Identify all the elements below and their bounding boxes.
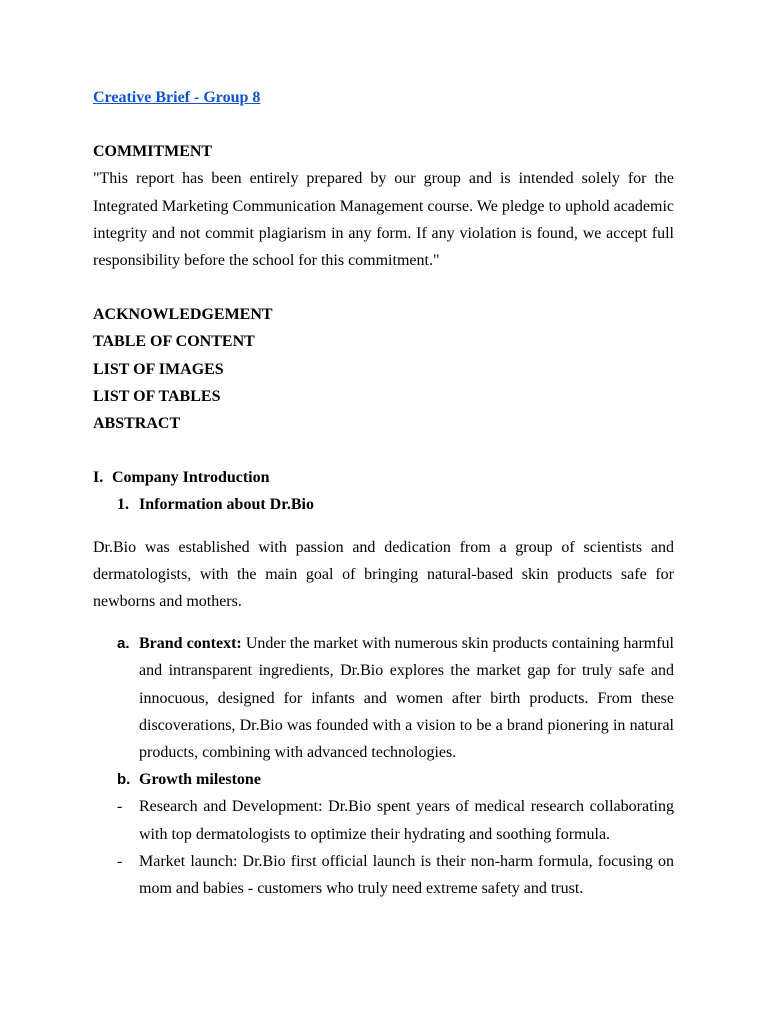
- section-heading: [93, 464, 674, 491]
- commitment-heading: COMMITMENT: [93, 143, 213, 161]
- bullet-item-research: [93, 793, 674, 847]
- front-matter-table-of-content: TABLE OF CONTENT: [93, 333, 255, 351]
- document-title-link[interactable]: Creative Brief - Group 8: [93, 89, 261, 106]
- brand-context-label: Brand context:: [139, 635, 242, 653]
- bullet-text: Market launch: Dr.Bio first official launch is their non-harm formula, focusing on mom and babies - customers who truly need extreme safety and trust.: [139, 852, 674, 898]
- spacer: [93, 615, 674, 630]
- spacer: [93, 274, 674, 301]
- spacer: [93, 111, 674, 138]
- brand-context-text: Under the market with numerous skin products containing harmful and intransparent ingredients, Dr.Bio explores the market gap for truly safe and innocuous, designed for infants and women after birth products. From these discoverations, Dr.Bio was founded with a vision to be a brand pionering in natural products, combining with advanced technologies.: [139, 635, 674, 762]
- subsection-title: Information about Dr.Bio: [139, 496, 314, 514]
- list-item-content: [139, 630, 674, 766]
- spacer: [93, 519, 674, 534]
- bullet-marker: -: [117, 798, 123, 816]
- subsection-heading: [93, 491, 674, 518]
- bullet-marker: -: [117, 852, 123, 870]
- section-title: Company Introduction: [112, 469, 270, 487]
- document-page: [93, 84, 674, 902]
- front-matter-list-of-tables: LIST OF TABLES: [93, 387, 221, 405]
- front-matter-abstract: ABSTRACT: [93, 415, 181, 433]
- subsection-number: 1.: [117, 496, 129, 514]
- list-marker: b.: [117, 771, 131, 789]
- spacer: [93, 437, 674, 464]
- section-number: I.: [93, 469, 104, 487]
- document-title: [93, 84, 674, 111]
- list-item-growth-milestone: [93, 766, 674, 793]
- list-item-brand-context: [93, 630, 674, 766]
- list-marker: a.: [117, 635, 130, 653]
- commitment-text: "This report has been entirely prepared by our group and is intended solely for the Integrated Marketing Communication Management course. We pledge to uphold academic integrity and not commit plagiarism in any form. If any violation is found, we accept full responsibility before the school for this commitment.": [93, 170, 674, 270]
- bullet-text: Research and Development: Dr.Bio spent years of medical research collaborating with top dermatologists to optimize their hydrating and soothing formula.: [139, 798, 674, 843]
- bullet-item-market-launch: [93, 848, 674, 902]
- front-matter-acknowledgement: ACKNOWLEDGEMENT: [93, 306, 273, 324]
- intro-paragraph: Dr.Bio was established with passion and dedication from a group of scientists and dermatologists, with the main goal of bringing natural-based skin products safe for newborns and mothers.: [93, 538, 674, 611]
- growth-milestone-label: Growth milestone: [139, 771, 261, 789]
- front-matter-list-of-images: LIST OF IMAGES: [93, 360, 224, 378]
